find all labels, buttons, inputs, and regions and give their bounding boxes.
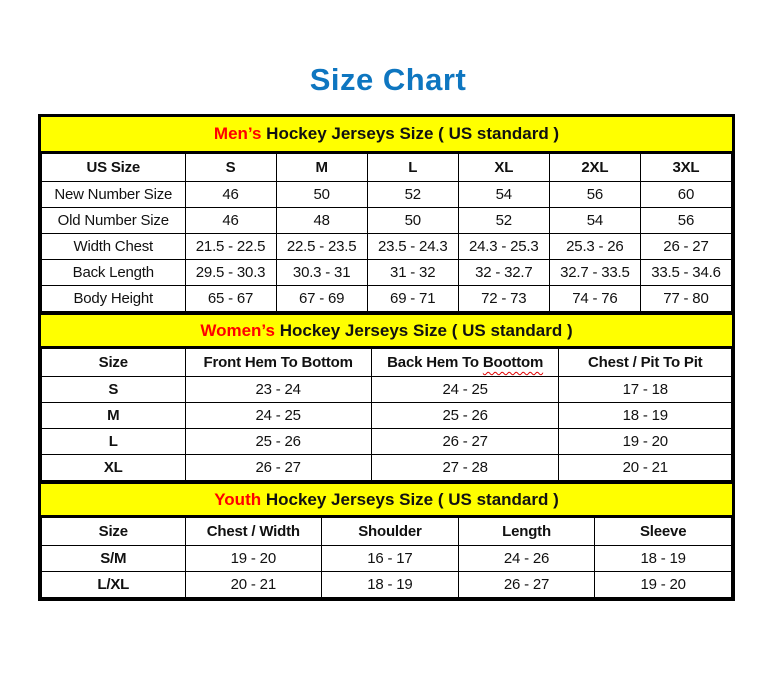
column-header	[371, 349, 559, 377]
table-row	[42, 286, 732, 312]
row-label: L	[42, 429, 186, 455]
table-cell: 72 - 73	[458, 286, 549, 312]
table-cell: 25.3 - 26	[549, 234, 640, 260]
table-header-row	[42, 154, 732, 182]
row-label: Width Chest	[42, 234, 186, 260]
table-cell: 54	[549, 208, 640, 234]
table-cell: 18 - 19	[595, 546, 732, 572]
table-cell: 22.5 - 23.5	[276, 234, 367, 260]
youth-size-table	[41, 517, 732, 598]
table-cell: 30.3 - 31	[276, 260, 367, 286]
section-band-women	[41, 312, 732, 348]
table-row	[42, 572, 732, 598]
column-header: Sleeve	[595, 518, 732, 546]
table-row	[42, 182, 732, 208]
table-cell: 46	[185, 208, 276, 234]
table-row	[42, 546, 732, 572]
table-cell: 18 - 19	[322, 572, 459, 598]
column-header: Chest / Pit To Pit	[559, 349, 732, 377]
section-highlight-youth: Youth	[214, 489, 262, 509]
table-cell: 19 - 20	[559, 429, 732, 455]
page-title: Size Chart	[309, 62, 467, 97]
column-header: 2XL	[549, 154, 640, 182]
table-cell: 20 - 21	[185, 572, 322, 598]
table-cell: 52	[458, 208, 549, 234]
table-cell: 50	[367, 208, 458, 234]
row-label: L/XL	[42, 572, 186, 598]
section-title-youth: Hockey Jerseys Size ( US standard )	[261, 489, 559, 509]
table-cell: 23 - 24	[185, 377, 371, 403]
row-label: S/M	[42, 546, 186, 572]
column-header: Length	[458, 518, 595, 546]
section-highlight-men: Men’s	[213, 124, 262, 143]
table-cell: 23.5 - 24.3	[367, 234, 458, 260]
table-cell: 56	[549, 182, 640, 208]
table-cell: 33.5 - 34.6	[640, 260, 731, 286]
section-title-men: Hockey Jerseys Size ( US standard )	[261, 124, 560, 143]
table-row	[42, 455, 732, 481]
misspelled-word: Boottom	[482, 354, 544, 371]
row-label: S	[42, 377, 186, 403]
section-band-men	[41, 117, 732, 153]
mens-size-table	[41, 153, 732, 312]
womens-size-table	[41, 348, 732, 481]
row-label: Old Number Size	[42, 208, 186, 234]
table-cell: 32 - 32.7	[458, 260, 549, 286]
table-cell: 25 - 26	[185, 429, 371, 455]
table-cell: 77 - 80	[640, 286, 731, 312]
section-band-youth	[41, 481, 732, 517]
table-row	[42, 260, 732, 286]
table-cell: 19 - 20	[595, 572, 732, 598]
table-cell: 67 - 69	[276, 286, 367, 312]
table-cell: 26 - 27	[185, 455, 371, 481]
column-header: XL	[458, 154, 549, 182]
row-label: M	[42, 403, 186, 429]
table-cell: 26 - 27	[371, 429, 559, 455]
table-cell: 56	[640, 208, 731, 234]
table-cell: 31 - 32	[367, 260, 458, 286]
table-row	[42, 208, 732, 234]
table-cell: 27 - 28	[371, 455, 559, 481]
table-cell: 24 - 26	[458, 546, 595, 572]
table-header-row	[42, 349, 732, 377]
table-row	[42, 429, 732, 455]
table-cell: 21.5 - 22.5	[185, 234, 276, 260]
table-cell: 26 - 27	[640, 234, 731, 260]
table-cell: 16 - 17	[322, 546, 459, 572]
row-label: Body Height	[42, 286, 186, 312]
table-header-row	[42, 518, 732, 546]
table-cell: 24.3 - 25.3	[458, 234, 549, 260]
row-label: XL	[42, 455, 186, 481]
column-header: Size	[42, 518, 186, 546]
table-cell: 26 - 27	[458, 572, 595, 598]
column-header: 3XL	[640, 154, 731, 182]
table-row	[42, 234, 732, 260]
table-cell: 74 - 76	[549, 286, 640, 312]
column-header-text: Back Hem To	[387, 354, 483, 371]
table-row	[42, 377, 732, 403]
table-cell: 54	[458, 182, 549, 208]
column-header: S	[185, 154, 276, 182]
table-cell: 18 - 19	[559, 403, 732, 429]
table-cell: 32.7 - 33.5	[549, 260, 640, 286]
table-cell: 17 - 18	[559, 377, 732, 403]
table-cell: 50	[276, 182, 367, 208]
table-cell: 19 - 20	[185, 546, 322, 572]
row-label: Back Length	[42, 260, 186, 286]
row-label: New Number Size	[42, 182, 186, 208]
column-header: L	[367, 154, 458, 182]
column-header: M	[276, 154, 367, 182]
table-cell: 24 - 25	[185, 403, 371, 429]
table-cell: 48	[276, 208, 367, 234]
table-cell: 20 - 21	[559, 455, 732, 481]
column-header: Chest / Width	[185, 518, 322, 546]
table-cell: 24 - 25	[371, 377, 559, 403]
column-header: Size	[42, 349, 186, 377]
table-cell: 69 - 71	[367, 286, 458, 312]
column-header: Shoulder	[322, 518, 459, 546]
table-row	[42, 403, 732, 429]
table-cell: 60	[640, 182, 731, 208]
section-title-women: Hockey Jerseys Size ( US standard )	[274, 320, 573, 340]
column-header: US Size	[42, 154, 186, 182]
column-header: Front Hem To Bottom	[185, 349, 371, 377]
table-cell: 52	[367, 182, 458, 208]
section-highlight-women: Women’s	[200, 320, 275, 340]
size-chart	[38, 114, 735, 601]
table-cell: 25 - 26	[371, 403, 559, 429]
table-cell: 65 - 67	[185, 286, 276, 312]
table-cell: 29.5 - 30.3	[185, 260, 276, 286]
table-cell: 46	[185, 182, 276, 208]
